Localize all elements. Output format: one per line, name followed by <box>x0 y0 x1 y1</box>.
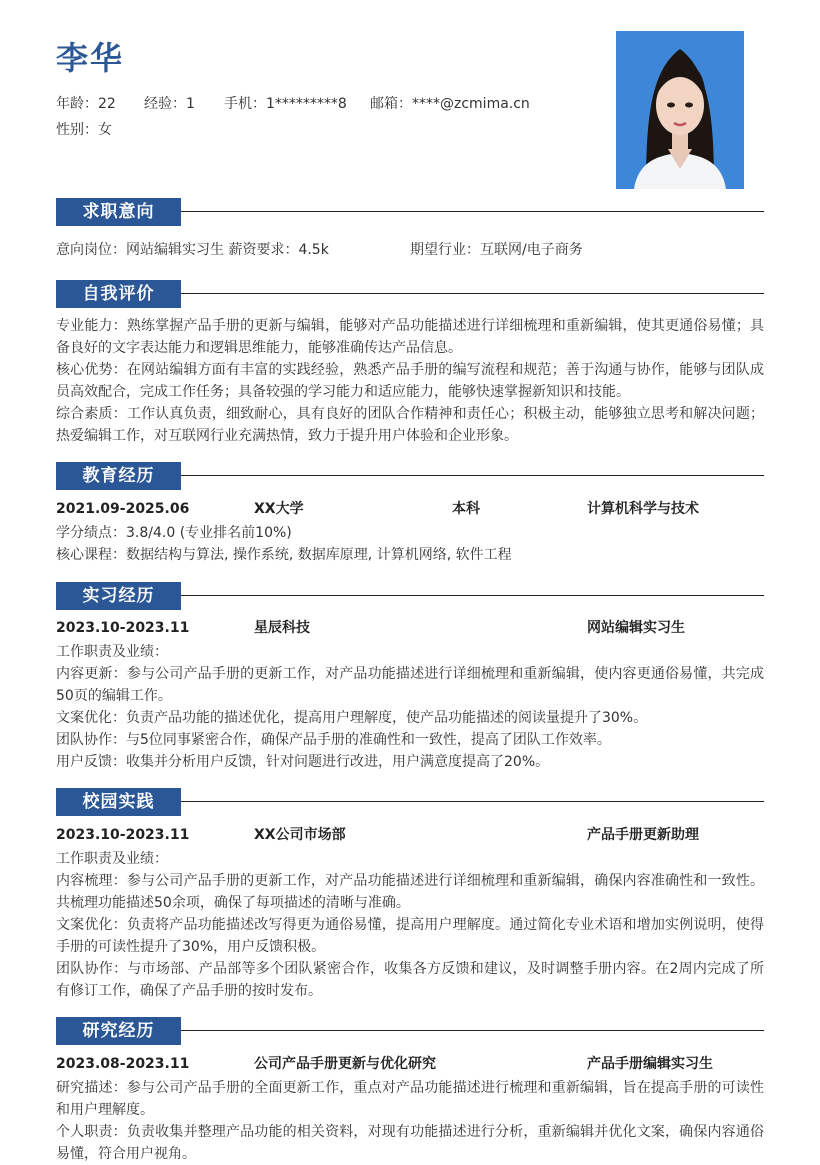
section-divider <box>181 211 764 212</box>
section-title: 实习经历 <box>56 582 181 610</box>
gender: 性别：女 <box>56 122 112 138</box>
intern-line: 团队协作：与5位同事紧密合作，确保产品手册的准确性和一致性，提高了团队工作效率。 <box>56 732 611 748</box>
section-research <box>56 1017 764 1045</box>
self-eval-text <box>56 315 764 447</box>
profile-photo <box>616 31 744 189</box>
internship-details <box>56 641 764 773</box>
self-eval-line: 核心优势：在网站编辑方面有丰富的实践经验，熟悉产品手册的编写流程和规范；善于沟通与协作，能够与团队成员高效配合，完成工作任务；具备较强的学习能力和适应能力，能够快速掌握新知识和技能。 <box>56 362 764 400</box>
research-period: 2023.08-2023.11 <box>56 1056 190 1072</box>
campus-line: 团队协作：与市场部、产品部等多个团队紧密合作，收集各方反馈和建议，及时调整手册内容。在2周内完成了所有修订工作，确保了产品手册的按时发布。 <box>56 961 764 999</box>
age: 年龄：22 <box>56 96 116 112</box>
self-eval-line: 专业能力：熟练掌握产品手册的更新与编辑，能够对产品功能描述进行详细梳理和重新编辑，使其更通俗易懂；具备良好的文字表达能力和逻辑思维能力，能够准确传达产品信息。 <box>56 318 764 356</box>
research-details <box>56 1077 764 1165</box>
campus-line: 文案优化：负责将产品功能描述改写得更为通俗易懂，提高用户理解度。通过简化专业术语和增加实例说明，使得手册的可读性提升了30%，用户反馈积极。 <box>56 917 764 955</box>
edu-degree: 本科 <box>452 501 480 517</box>
edu-period: 2021.09-2025.06 <box>56 501 190 517</box>
research-header-row <box>56 1053 764 1075</box>
edu-major: 计算机科学与技术 <box>587 501 699 517</box>
edu-line: 学分绩点：3.8/4.0 (专业排名前10%) <box>56 525 292 541</box>
section-title: 求职意向 <box>56 198 181 226</box>
self-eval-line: 综合素质：工作认真负责，细致耐心，具有良好的团队合作精神和责任心；积极主动，能够独立思考和解决问题；热爱编辑工作，对互联网行业充满热情，致力于提升用户体验和企业形象。 <box>56 406 764 444</box>
campus-details <box>56 848 764 1002</box>
campus-line: 内容梳理：参与公司产品手册的更新工作，对产品功能描述进行详细梳理和重新编辑，确保内容准确性和一致性。共梳理功能描述50余项，确保了每项描述的清晰与准确。 <box>56 873 764 911</box>
intent-row <box>56 239 764 261</box>
campus-role: 产品手册更新助理 <box>587 827 699 843</box>
section-internship <box>56 582 764 610</box>
edu-line: 核心课程：数据结构与算法, 操作系统, 数据库原理, 计算机网络, 软件工程 <box>56 547 512 563</box>
section-title: 研究经历 <box>56 1017 181 1045</box>
intent-industry: 期望行业：互联网/电子商务 <box>410 242 583 258</box>
intern-line: 工作职责及业绩： <box>56 644 168 660</box>
section-divider <box>181 1030 764 1031</box>
intern-line: 文案优化：负责产品功能的描述优化，提高用户理解度，使产品功能描述的阅读量提升了30%。 <box>56 710 648 726</box>
candidate-name: 李华 <box>56 39 125 77</box>
campus-header-row <box>56 824 764 846</box>
research-line: 研究描述：参与公司产品手册的全面更新工作，重点对产品功能描述进行梳理和重新编辑，旨在提高手册的可读性和用户理解度。 <box>56 1080 764 1118</box>
research-project: 公司产品手册更新与优化研究 <box>254 1056 436 1072</box>
section-title: 教育经历 <box>56 462 181 490</box>
basic-info-row <box>56 94 530 114</box>
section-self-evaluation <box>56 280 764 308</box>
campus-line: 工作职责及业绩： <box>56 851 168 867</box>
section-divider <box>181 801 764 802</box>
intern-company: 星辰科技 <box>254 620 310 636</box>
section-divider <box>181 595 764 596</box>
intern-line: 用户反馈：收集并分析用户反馈，针对问题进行改进，用户满意度提高了20%。 <box>56 754 550 770</box>
intent-position-salary: 意向岗位：网站编辑实习生 薪资要求：4.5k <box>56 242 329 258</box>
phone: 手机：1*********8 <box>224 96 347 112</box>
section-campus-practice <box>56 788 764 816</box>
section-divider <box>181 475 764 476</box>
section-job-intent <box>56 198 764 226</box>
internship-header-row <box>56 617 764 639</box>
campus-org: XX公司市场部 <box>254 827 346 843</box>
section-title: 自我评价 <box>56 280 181 308</box>
section-education <box>56 462 764 490</box>
education-details <box>56 522 764 566</box>
email: 邮箱：****@zcmima.cn <box>370 96 530 112</box>
research-role: 产品手册编辑实习生 <box>587 1056 713 1072</box>
experience: 经验：1 <box>144 96 195 112</box>
portrait-illustration <box>616 31 744 189</box>
section-title: 校园实践 <box>56 788 181 816</box>
intern-role: 网站编辑实习生 <box>587 620 685 636</box>
research-line: 个人职责：负责收集并整理产品功能的相关资料，对现有功能描述进行分析，重新编辑并优化文案，确保内容通俗易懂，符合用户视角。 <box>56 1124 764 1162</box>
campus-period: 2023.10-2023.11 <box>56 827 190 843</box>
section-divider <box>181 293 764 294</box>
intern-period: 2023.10-2023.11 <box>56 620 190 636</box>
edu-school: XX大学 <box>254 501 304 517</box>
intern-line: 内容更新：参与公司产品手册的更新工作，对产品功能描述进行详细梳理和重新编辑，使内容更通俗易懂，共完成50页的编辑工作。 <box>56 666 764 704</box>
education-header-row <box>56 498 764 520</box>
